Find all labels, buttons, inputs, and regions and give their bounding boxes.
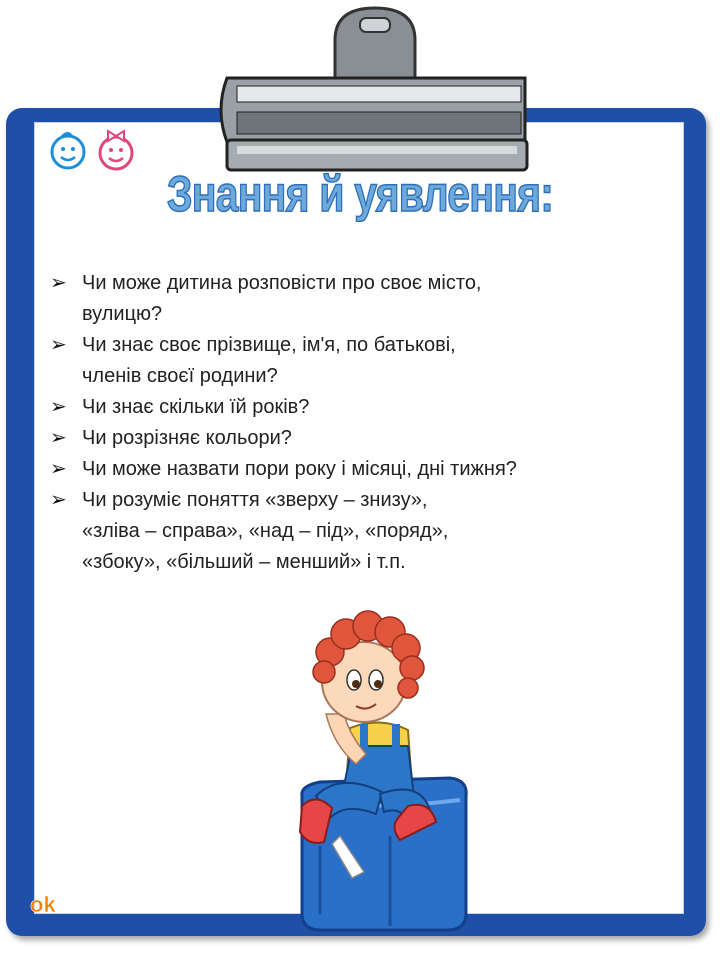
- list-item-line: вулицю?: [82, 303, 163, 325]
- list-item-line: Чи знає своє прізвище, ім'я, по батькові,: [82, 334, 456, 356]
- list-item-line: Чи знає скільки їй років?: [82, 396, 310, 418]
- list-item-line: Чи розуміє поняття «зверху – знизу»,: [82, 489, 428, 511]
- list-item-line: членів своєї родини?: [82, 365, 278, 387]
- arrow-bullet-icon: ➢: [50, 489, 67, 511]
- list-item: [50, 485, 650, 578]
- list-item: [50, 423, 650, 454]
- list-item-line: Чи може назвати пори року і місяці, дні тижня?: [82, 458, 517, 480]
- list-item-line: «зліва – справа», «над – під», «поряд»,: [82, 520, 449, 542]
- arrow-bullet-icon: ➢: [50, 334, 67, 356]
- arrow-bullet-icon: ➢: [50, 458, 67, 480]
- page-title: Знання й уявлення:: [166, 166, 554, 222]
- baby-boy-face-icon: [52, 134, 84, 169]
- clipboard-clip: [215, 0, 535, 180]
- list-item-line: Чи може дитина розповісти про своє місто,: [82, 272, 482, 294]
- arrow-bullet-icon: ➢: [50, 396, 67, 418]
- arrow-bullet-icon: ➢: [50, 272, 67, 294]
- list-item: [50, 454, 650, 485]
- list-item-line: Чи розрізняє кольори?: [82, 427, 292, 449]
- arrow-bullet-icon: ➢: [50, 427, 67, 449]
- list-item-line: «збоку», «більший – менший» і т.п.: [82, 551, 406, 573]
- baby-girl-face-icon: [100, 131, 132, 169]
- list-item: [50, 268, 650, 330]
- ok-logo: [28, 890, 68, 918]
- list-item: [50, 392, 650, 423]
- ok-logo-text: ok: [30, 892, 56, 917]
- checklist: [50, 268, 650, 578]
- boy-illustration: [280, 596, 480, 936]
- list-item: [50, 330, 650, 392]
